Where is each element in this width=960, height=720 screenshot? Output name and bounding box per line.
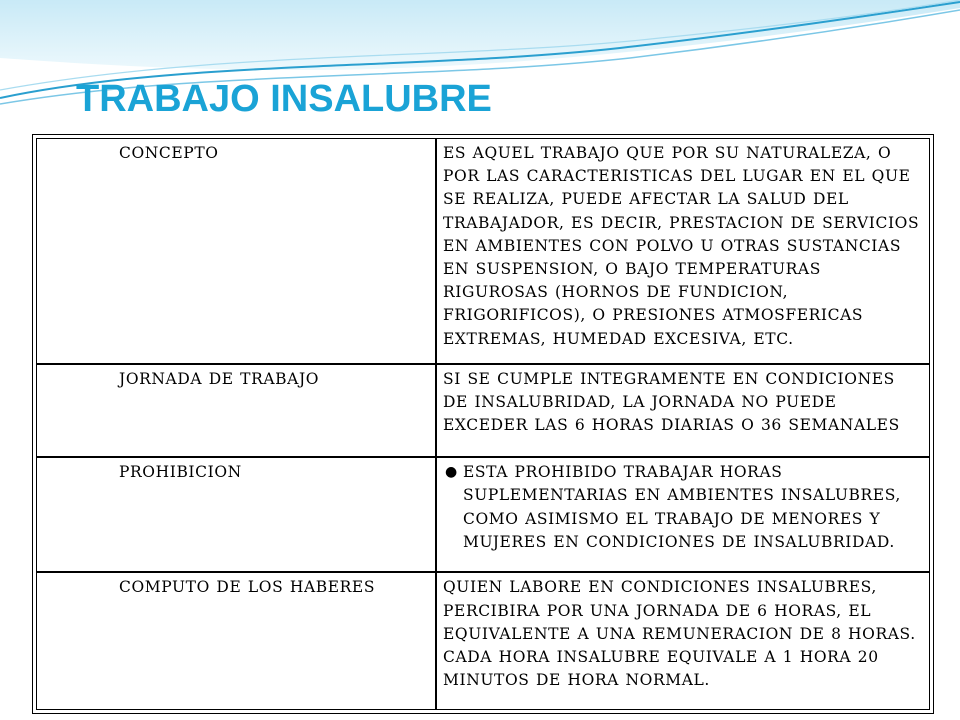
row-content-concepto: ES AQUEL TRABAJO QUE POR SU NATURALEZA, O POR LAS CARACTERISTICAS DEL LUGAR EN EL QUE SE REALIZA, PUEDE AFECTAR LA SALUD DEL TRABAJADOR, ES DECIR, PRESTACION DE SERVICIOS EN AMBIENTES CON POLVO U OTRAS SUSTANCIAS EN SUSPENSION, O BAJO TEMPERATURAS RIGUROSAS (HORNOS DE FUNDICION, FRIGORIFICOS), O PRESIONES ATMOSFERICAS EXTREMAS, HUMEDAD EXCESIVA, ETC. <box>436 138 930 364</box>
content-table <box>32 134 934 714</box>
table-row <box>36 457 930 572</box>
row-label-computo: COMPUTO DE LOS HABERES <box>36 572 436 710</box>
table-row <box>36 138 930 364</box>
definitions-table <box>36 138 930 710</box>
list-item <box>445 461 923 554</box>
row-content-computo <box>436 572 930 710</box>
computo-paragraph-2: CADA HORA INSALUBRE EQUIVALE A 1 HORA 20 MINUTOS DE HORA NORMAL. <box>443 648 879 690</box>
row-content-jornada: SI SE CUMPLE INTEGRAMENTE EN CONDICIONES DE INSALUBRIDAD, LA JORNADA NO PUEDE EXCEDER LAS 6 HORAS DIARIAS O 36 SEMANALES <box>436 364 930 457</box>
table-row <box>36 364 930 457</box>
row-label-jornada: JORNADA DE TRABAJO <box>36 364 436 457</box>
prohibicion-list <box>443 461 923 554</box>
bullet-icon: ● <box>445 464 458 481</box>
table-row <box>36 572 930 710</box>
computo-paragraph-1: QUIEN LABORE EN CONDICIONES INSALUBRES, PERCIBIRA POR UNA JORNADA DE 6 HORAS, EL EQUIVALENTE A UNA REMUNERACION DE 8 HORAS. <box>443 578 916 643</box>
slide-title: TRABAJO INSALUBRE <box>76 78 492 120</box>
prohibicion-text: ESTA PROHIBIDO TRABAJAR HORAS SUPLEMENTARIAS EN AMBIENTES INSALUBRES, COMO ASIMISMO EL TRABAJO DE MENORES Y MUJERES EN CONDICIONES DE INSALUBRIDAD. <box>463 463 901 551</box>
row-label-concepto: CONCEPTO <box>36 138 436 364</box>
row-content-prohibicion <box>436 457 930 572</box>
row-label-prohibicion: PROHIBICION <box>36 457 436 572</box>
